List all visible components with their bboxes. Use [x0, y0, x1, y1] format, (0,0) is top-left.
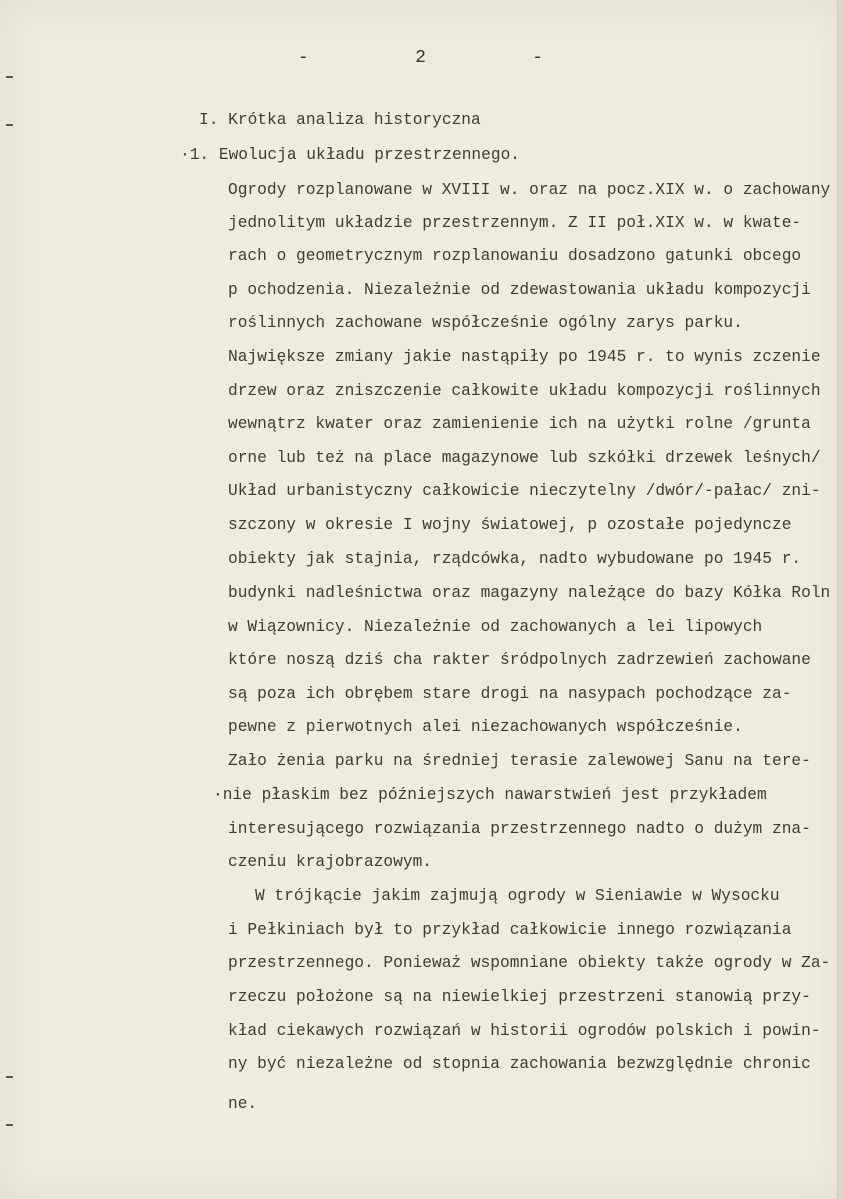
body-line: Zało żenia parku na średniej terasie zalewowej Sanu na tere- [228, 752, 811, 770]
body-line: szczony w okresie I wojny światowej, p ozostałe pojedyncze [228, 516, 792, 534]
body-line: obiekty jak stajnia, rządcówka, nadto wybudowane po 1945 r. [228, 550, 802, 568]
body-line: Układ urbanistyczny całkowicie nieczytelny /dwór/-pałac/ zni- [228, 482, 821, 500]
margin-mark [6, 1124, 13, 1126]
body-line: przestrzennego. Ponieważ wspomniane obiekty także ogrody w Za- [228, 954, 831, 972]
subsection-heading: ·1. Ewolucja układu przestrzennego. [180, 146, 520, 164]
margin-mark [6, 124, 13, 126]
paper-edge [837, 0, 843, 1199]
body-line: ·nie płaskim bez późniejszych nawarstwień jest przykładem [213, 786, 767, 804]
body-line: Największe zmiany jakie nastąpiły po 1945 r. to wynis zczenie [228, 348, 821, 366]
body-line: ny być niezależne od stopnia zachowania bezwzględnie chronic [228, 1055, 811, 1073]
body-line: Ogrody rozplanowane w XVIII w. oraz na pocz.XIX w. o zachowany [228, 181, 831, 199]
body-line: roślinnych zachowane współcześnie ogólny zarys parku. [228, 314, 743, 332]
section-heading: I. Krótka analiza historyczna [199, 111, 481, 129]
page-number: - 2 - [297, 48, 546, 68]
body-line: ne. [228, 1095, 258, 1113]
body-line: kład ciekawych rozwiązań w historii ogrodów polskich i powin- [228, 1022, 821, 1040]
margin-mark [6, 76, 13, 78]
body-line: budynki nadleśnictwa oraz magazyny należące do bazy Kółka Roln [228, 584, 831, 602]
body-line: rach o geometrycznym rozplanowaniu dosadzono gatunki obcego [228, 247, 802, 265]
body-line: i Pełkiniach był to przykład całkowicie innego rozwiązania [228, 921, 792, 939]
body-line: W trójkącie jakim zajmują ogrody w Sieniawie w Wysocku [255, 887, 780, 905]
body-line: rzeczu położone są na niewielkiej przestrzeni stanowią przy- [228, 988, 811, 1006]
body-line: czeniu krajobrazowym. [228, 853, 432, 871]
body-line: orne lub też na place magazynowe lub szkółki drzewek leśnych/ [228, 449, 821, 467]
body-line: jednolitym układzie przestrzennym. Z II poł.XIX w. w kwate- [228, 214, 802, 232]
body-line: p ochodzenia. Niezależnie od zdewastowania układu kompozycji [228, 281, 811, 299]
body-line: wewnątrz kwater oraz zamienienie ich na użytki rolne /grunta [228, 415, 811, 433]
body-line: pewne z pierwotnych alei niezachowanych współcześnie. [228, 718, 743, 736]
body-line: interesującego rozwiązania przestrzennego nadto o dużym zna- [228, 820, 811, 838]
body-line: drzew oraz zniszczenie całkowite układu kompozycji roślinnych [228, 382, 821, 400]
body-line: w Wiązownicy. Niezależnie od zachowanych a lei lipowych [228, 618, 763, 636]
body-line: które noszą dziś cha rakter śródpolnych zadrzewień zachowane [228, 651, 811, 669]
body-line: są poza ich obrębem stare drogi na nasypach pochodzące za- [228, 685, 792, 703]
margin-mark [6, 1076, 13, 1078]
